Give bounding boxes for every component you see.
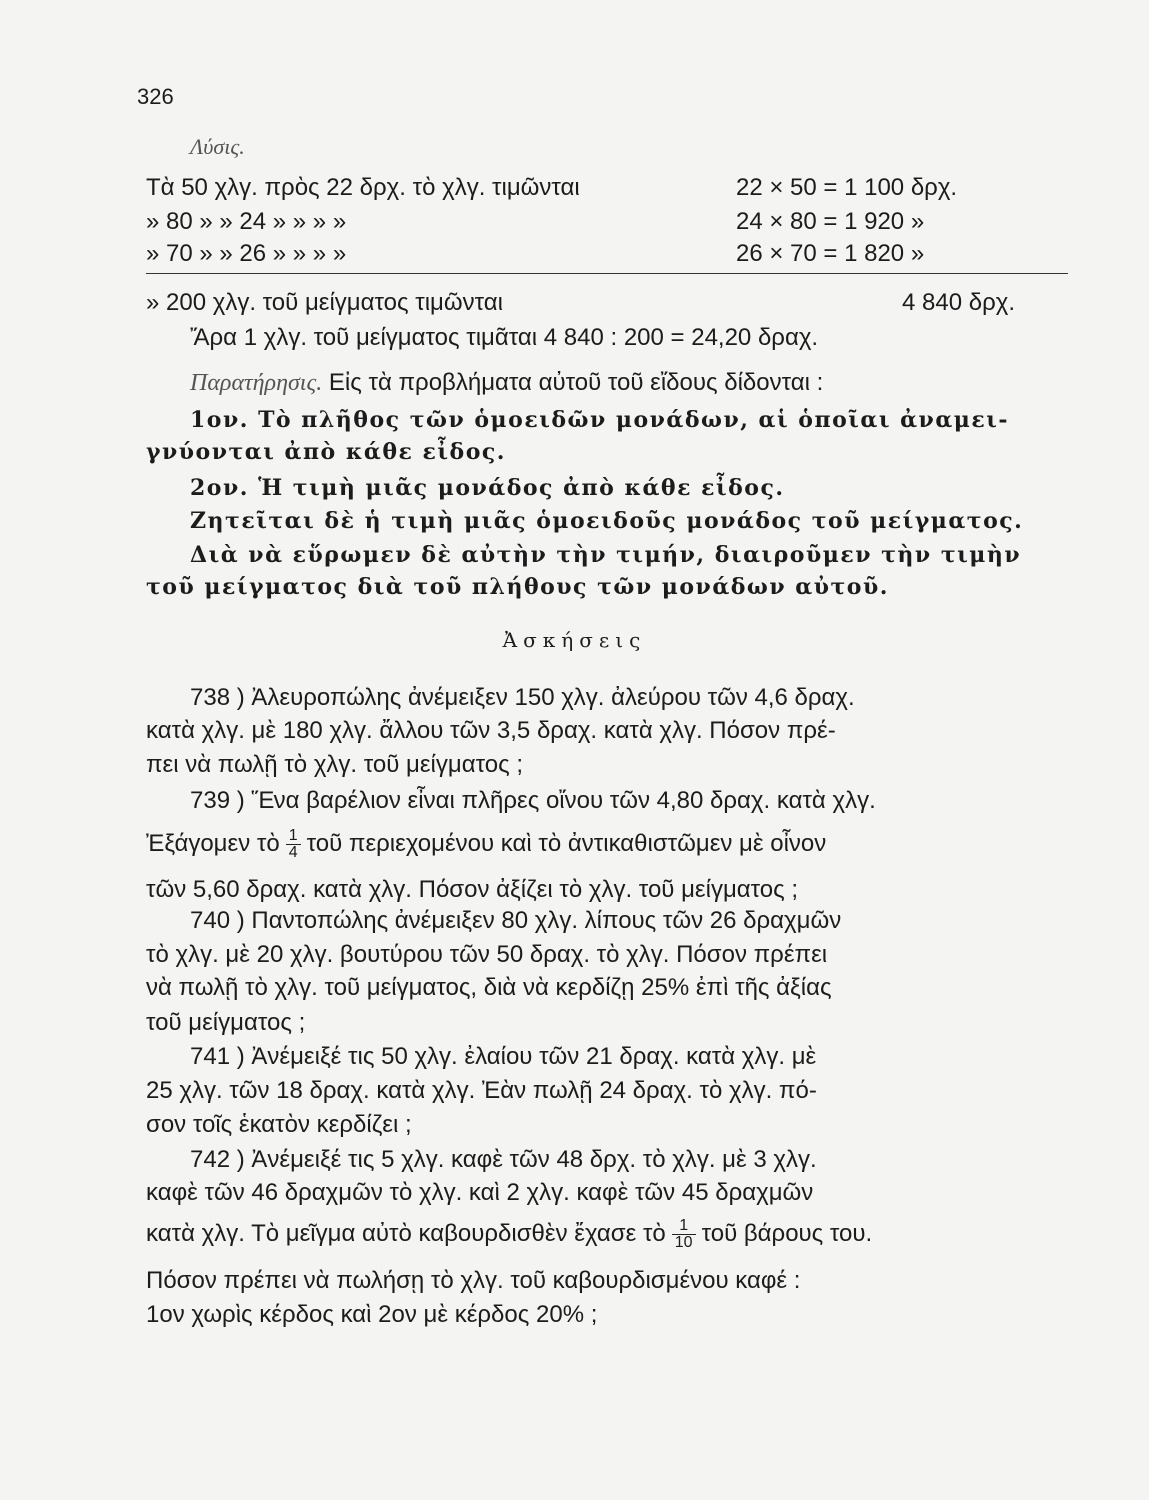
exercise-line: σον τοῖς ἑκατὸν κερδίζει ; xyxy=(146,1111,412,1138)
exercise-line: 739 ) Ἕνα βαρέλιον εἶναι πλῆρες οἴνου τῶν 4,80 δραχ. κατὰ χλγ. xyxy=(190,787,876,814)
exercise-text: κατὰ χλγ. Τὸ μεῖγμα αὐτὸ καβουρδισθὲν ἔχασε τὸ xyxy=(146,1219,666,1247)
rule-line: τοῦ μείγματος διὰ τοῦ πλήθους τῶν μονάδων αὐτοῦ. xyxy=(146,574,889,600)
rule-line: 2ον. Ἡ τιμὴ μιᾶς μονάδος ἀπὸ κάθε εἶδος. xyxy=(190,475,785,501)
rule-line: γνύονται ἀπὸ κάθε εἶδος. xyxy=(146,439,506,465)
exercise-line: νὰ πωλῇ τὸ χλγ. τοῦ μείγματος, διὰ νὰ κερδίζῃ 25% ἐπὶ τῆς ἀξίας xyxy=(146,974,832,1001)
exercise-line: πει νὰ πωλῇ τὸ χλγ. τοῦ μείγματος ; xyxy=(146,751,523,778)
exercise-line: 25 χλγ. τῶν 18 δραχ. κατὰ χλγ. Ἐὰν πωλῇ 24 δραχ. τὸ χλγ. πό- xyxy=(146,1077,817,1104)
fraction xyxy=(286,828,301,861)
row-calculation: 24 × 80 = 1 920 » xyxy=(736,208,925,235)
remark-text: Εἰς τὰ προβλήματα αὐτοῦ τοῦ εἴδους δίδονται : xyxy=(322,369,824,396)
row-description: » 80 » » 24 » » » » xyxy=(146,208,347,235)
exercise-line: 741 ) Ἀνέμειξέ τις 50 χλγ. ἐλαίου τῶν 21 δραχ. κατὰ χλγ. μὲ xyxy=(190,1043,817,1070)
total-description: » 200 χλγ. τοῦ μείγματος τιμῶνται xyxy=(146,289,503,316)
rule-line: Ζητεῖται δὲ ἡ τιμὴ μιᾶς ὁμοειδοῦς μονάδος τοῦ μείγματος. xyxy=(190,508,1024,534)
exercise-line: 740 ) Παντοπώλης ἀνέμειξεν 80 χλγ. λίπους τῶν 26 δραχμῶν xyxy=(190,907,842,934)
exercise-line: 738 ) Ἀλευροπώλης ἀνέμειξεν 150 χλγ. ἀλεύρου τῶν 4,6 δραχ. xyxy=(190,684,855,711)
exercise-line: τὸ χλγ. μὲ 20 χλγ. βουτύρου τῶν 50 δραχ. τὸ χλγ. Πόσον πρέπει xyxy=(146,941,828,968)
result-line: Ἄρα 1 χλγ. τοῦ μείγματος τιμᾶται 4 840 : 200 = 24,20 δραχ. xyxy=(190,324,819,351)
sum-rule xyxy=(146,273,1068,274)
exercise-line xyxy=(146,1218,1068,1251)
exercises-heading: Ἀσκήσεις xyxy=(502,628,647,652)
fraction xyxy=(672,1218,696,1251)
fraction-denominator: 10 xyxy=(674,1234,693,1251)
exercise-line: τοῦ μείγματος ; xyxy=(146,1009,306,1036)
row-description: » 70 » » 26 » » » » xyxy=(146,240,347,267)
row-description: Τὰ 50 χλγ. πρὸς 22 δρχ. τὸ χλγ. τιμῶνται xyxy=(146,174,580,201)
fraction-numerator: 1 xyxy=(672,1218,696,1235)
rule-line: Διὰ νὰ εὕρωμεν δὲ αὐτὴν τὴν τιμήν, διαιροῦμεν τὴν τιμὴν xyxy=(190,542,1022,568)
exercise-text: Ἐξάγομεν τὸ xyxy=(146,829,280,857)
remark xyxy=(190,368,823,398)
exercise-line xyxy=(146,828,1068,861)
exercise-text: τοῦ περιεχομένου καὶ τὸ ἀντικαθιστῶμεν μὲ οἶνον xyxy=(306,829,827,857)
fraction-numerator: 1 xyxy=(286,828,301,845)
exercise-line: κατὰ χλγ. μὲ 180 χλγ. ἄλλου τῶν 3,5 δραχ. κατὰ χλγ. Πόσον πρέ- xyxy=(146,717,836,744)
exercise-line: 1ον χωρὶς κέρδος καὶ 2ον μὲ κέρδος 20% ; xyxy=(146,1301,598,1328)
exercise-text: τοῦ βάρους του. xyxy=(701,1219,873,1247)
solution-heading: Λύσις. xyxy=(190,134,245,159)
row-calculation: 22 × 50 = 1 100 δρχ. xyxy=(736,174,958,201)
rule-line: 1ον. Τὸ πλῆθος τῶν ὁμοειδῶν μονάδων, αἱ ὁποῖαι ἀναμει- xyxy=(190,407,1009,433)
remark-label: Παρατήρησις. xyxy=(190,370,323,396)
row-calculation: 26 × 70 = 1 820 » xyxy=(736,240,925,267)
exercise-line: Πόσον πρέπει νὰ πωλήσῃ τὸ χλγ. τοῦ καβουρδισμένου καφέ : xyxy=(146,1267,801,1294)
exercise-line: τῶν 5,60 δραχ. κατὰ χλγ. Πόσον ἀξίζει τὸ χλγ. τοῦ μείγματος ; xyxy=(146,876,799,903)
exercise-line: καφὲ τῶν 46 δραχμῶν τὸ χλγ. καὶ 2 χλγ. καφὲ τῶν 45 δραχμῶν xyxy=(146,1179,814,1206)
page-number: 326 xyxy=(137,84,174,109)
total-value: 4 840 δρχ. xyxy=(902,289,1016,316)
exercise-line: 742 ) Ἀνέμειξέ τις 5 χλγ. καφὲ τῶν 48 δρχ. τὸ χλγ. μὲ 3 χλγ. xyxy=(190,1146,817,1173)
fraction-denominator: 4 xyxy=(288,844,298,861)
